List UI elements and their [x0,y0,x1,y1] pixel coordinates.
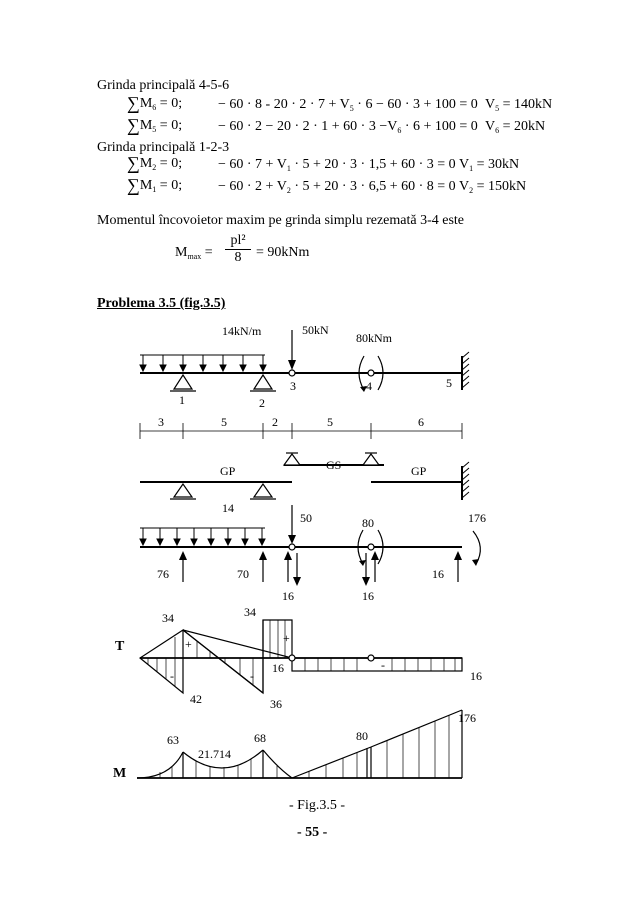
fbd-reaction-16b: 16 [362,589,374,603]
label-moment: 80kNm [356,331,392,345]
moment-sentence: Momentul încovoietor maxim pe grinda simplu rezemată 3-4 este [97,213,465,228]
shear-value-34b: 34 [244,605,256,619]
shear-value-16b: 16 [470,669,482,683]
equation-sum-m1-expr: − $60 \cdot 2 + V_2 \cdot 5 + 20 \cdot 3 \cdot 6,5 + 60 \cdot 8 = 0$ [218,179,456,195]
fbd-label-p: 50 [300,511,312,525]
shear-sign-plus-1: + [185,637,192,651]
moment-value-176: 176 [458,711,476,725]
node-label-1: 1 [179,393,185,407]
fbd-reaction-16c: 16 [432,567,444,581]
equation-sum-m1: $\sum M_1 = 0$; [127,175,183,195]
fbd-label-m-right: 176 [468,511,486,525]
mmax-result: = 90kNm [256,245,310,260]
span-label-6: 6 [418,415,424,429]
moment-diagram [113,710,476,781]
fbd-reaction-76: 76 [157,567,169,581]
moment-value-68: 68 [254,731,266,745]
shear-value-36: 36 [270,697,282,711]
moment-value-63: 63 [167,733,179,747]
span-label-3: 3 [158,415,164,429]
moment-value-21714: 21.714 [198,747,231,761]
span-label-2: 2 [272,415,278,429]
shear-sign-minus-3: - [381,658,385,672]
figure-caption: - Fig.3.5 - [289,798,345,813]
shear-sign-minus-1: - [170,669,174,683]
label-distributed-load: 14kN/m [222,324,262,338]
free-body-diagram [140,501,486,603]
equation-sum-m2: $\sum M_2 = 0$; [127,153,183,173]
node-label-2: 2 [259,396,265,410]
span-label-5b: 5 [327,415,333,429]
node-label-3: 3 [290,379,296,393]
equation-sum-m5-result: $V_6 = 20kN$ [485,119,546,135]
node-label-5: 5 [446,376,452,390]
heading-main-beam-123: Grinda principală 1-2-3 [97,140,230,155]
support-1 [174,375,192,389]
node-label-4: 4 [366,379,372,393]
problem-title: Problema 3.5 (fig.3.5) [97,296,226,311]
hinge-4 [368,370,374,376]
shear-value-34a: 34 [162,611,174,625]
label-gs: GS [326,458,342,472]
equation-sum-m1-result: $V_2 = 150kN$ [459,179,527,195]
span-label-5a: 5 [221,415,227,429]
main-beam-scheme [140,323,469,410]
shear-diagram-label: T [115,639,125,654]
mmax-fraction: $\frac{\text{pl²}}{8}$ [225,233,251,266]
page-number: - 55 - [297,825,328,840]
equation-sum-m5-expr: − $60 \cdot 2 - 20 \cdot 2 \cdot 1 + 60 \cdot 3 -V_6 \cdot 6 + 100 = 0$ [218,119,478,135]
fbd-reaction-16a: 16 [282,589,294,603]
beam-decomposition [140,453,469,500]
mmax-lhs: $M_{max}$ = [175,245,213,261]
equation-sum-m2-result: $V_1 = 30kN$ [459,157,520,173]
equation-sum-m5: $\sum M_5 = 0$; [127,115,183,135]
shear-sign-minus-2: - [250,669,254,683]
shear-diagram [115,605,482,711]
fbd-label-m: 80 [362,516,374,530]
moment-diagram-label: M [113,766,127,781]
distributed-load-arrows [140,355,266,371]
moment-value-80: 80 [356,729,368,743]
shear-value-42: 42 [190,692,202,706]
label-gp-right: GP [411,464,427,478]
fbd-reaction-70: 70 [237,567,249,581]
equation-sum-m2-expr: − $60 \cdot 7 + V_1 \cdot 5 + 20 \cdot 3 \cdot 1,5 + 60 \cdot 3 = 0$ [218,157,456,173]
hinge-3 [289,370,295,376]
sum-symbol: ∑ [127,93,140,113]
dimension-line [140,423,462,439]
label-gp-left: GP [220,464,236,478]
equation-sum-m6-result: $V_5 = 140kN$ [485,97,553,113]
equation-sum-m6-expr: − $60 \cdot 8 - 20 \cdot 2 \cdot 7 + V_5 \cdot 6 - 60 \cdot 3 + 100 = 0$ [218,97,478,113]
equation-sum-m6: $\sum M_6 = 0$; [127,93,183,113]
shear-value-16a: 16 [272,661,284,675]
fbd-label-q: 14 [222,501,234,515]
label-point-load: 50kN [302,323,329,337]
support-2 [254,375,272,389]
shear-sign-plus-2: + [283,631,290,645]
heading-main-beam-456: Grinda principală 4-5-6 [97,78,230,93]
